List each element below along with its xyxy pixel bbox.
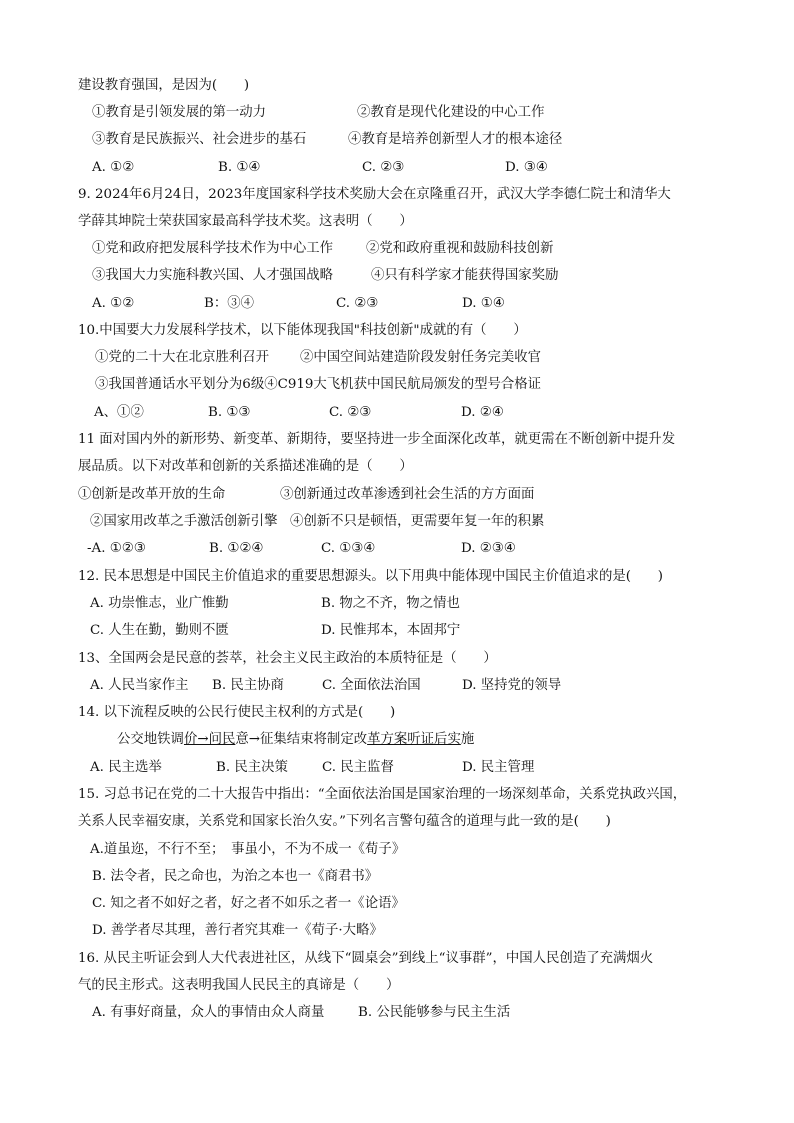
q10-option-1: ①党的二十大在北京胜利召开 bbox=[95, 350, 270, 365]
q9-choice-b: B：③④ bbox=[204, 296, 255, 311]
q9-option-2: ②党和政府重视和鼓励科技创新 bbox=[366, 241, 554, 256]
q9-choice-d: D. ①④ bbox=[462, 296, 505, 311]
q12-choice-a: A. 功崇惟志，业广惟勤 bbox=[90, 596, 229, 611]
q16-stem-1: 16. 从民主听证会到人大代表进社区，从线下“圆桌会”到线上“议事群”，中国人民创造了充满烟火 bbox=[78, 951, 654, 966]
q8-option-2: ②教育是现代化建设的中心工作 bbox=[357, 105, 545, 120]
q15-choice-d: D. 善学者尽其理，善行者究其难一《荀子·大略》 bbox=[92, 923, 383, 938]
q9-option-4: ④只有科学家才能获得国家奖励 bbox=[371, 268, 559, 283]
q10-choice-b: B. ①③ bbox=[208, 405, 251, 420]
q11-option-3: ③创新通过改革渗透到社会生活的方方面面 bbox=[280, 487, 535, 502]
q9-choice-c: C. ②③ bbox=[336, 296, 379, 311]
q11-option-2: ②国家用改革之手激活创新引擎 bbox=[90, 514, 278, 529]
q12-choice-c: C. 人生在勤，勤则不匮 bbox=[90, 623, 229, 638]
q14-choice-a: A. 民主选举 bbox=[90, 760, 162, 775]
q8-option-1: ①教育是引领发展的第一动力 bbox=[92, 105, 267, 120]
q15-choice-a: A.道虽迩，不行不至； 事虽小，不为不成一《荀子》 bbox=[90, 842, 406, 857]
q14-process bbox=[117, 731, 474, 749]
q14-process-part-3: 意→征集结束将制定改 bbox=[235, 732, 368, 747]
q11-stem-1: 11 面对国内外的新形势、新变革、新期待，要坚持进一步全面深化改革，就更需在不断创新中提升发 bbox=[78, 432, 676, 447]
q13-choice-b: B. 民主协商 bbox=[212, 678, 284, 693]
q10-option-2: ②中国空间站建造阶段发射任务完美收官 bbox=[300, 350, 542, 365]
q14-process-part-2: 价→问民 bbox=[183, 732, 236, 747]
q8-choice-c: C. ②③ bbox=[362, 160, 405, 175]
q11-option-1: ①创新是改革开放的生命 bbox=[78, 487, 226, 502]
q10-choice-d: D. ②④ bbox=[461, 405, 504, 420]
q15-stem-2: 关系人民幸福安康，关系党和国家长治久安。”下列名言警句蕴含的道理与此一致的是( ) bbox=[78, 814, 611, 829]
q14-choice-b: B. 民主决策 bbox=[216, 760, 288, 775]
q11-choice-a: -A. ①②③ bbox=[87, 541, 146, 556]
q9-option-1: ①党和政府把发展科学技术作为中心工作 bbox=[92, 241, 334, 256]
q15-choice-c: C. 知之者不如好之者，好之者不如乐之者一《论语》 bbox=[92, 896, 405, 911]
q15-stem-1: 15. 习总书记在党的二十大报告中指出：“全面依法治国是国家治理的一场深刻革命，关系党执政兴国， bbox=[78, 787, 687, 802]
q11-option-4: ④创新不只是顿悟，更需要年复一年的积累 bbox=[290, 514, 545, 529]
q9-option-3: ③我国大力实施科教兴国、人才强国战略 bbox=[92, 268, 334, 283]
q8-option-4: ④教育是培养创新型人才的根本途径 bbox=[348, 132, 563, 147]
q12-stem: 12. 民本思想是中国民主价值追求的重要思想源头。以下用典中能体现中国民主价值追求的是( ) bbox=[78, 569, 664, 584]
q16-stem-2: 气的民主形式。这表明我国人民民主的真谛是（ ） bbox=[78, 978, 400, 993]
q13-choice-c: C. 全面依法治国 bbox=[322, 678, 421, 693]
q14-process-part-1: 公交地铁调 bbox=[117, 732, 184, 747]
q14-process-part-5: 施 bbox=[460, 732, 475, 747]
q8-choice-b: B. ①④ bbox=[218, 160, 261, 175]
q10-stem: 10.中国要大力发展科学技术，以下能体现我国"科技创新"成就的有（ ） bbox=[78, 323, 527, 338]
q13-choice-d: D. 坚持党的领导 bbox=[462, 678, 562, 693]
q12-choice-d: D. 民惟邦本，本固邦宁 bbox=[321, 623, 461, 638]
q14-process-part-4: 革方案听证后实 bbox=[367, 732, 461, 747]
q10-choice-a: A、①② bbox=[94, 405, 144, 420]
q14-choice-c: C. 民主监督 bbox=[322, 760, 394, 775]
q8-choice-a: A. ①② bbox=[92, 160, 135, 175]
q15-choice-b: B. 法令者，民之命也，为治之本也一《商君书》 bbox=[92, 869, 379, 884]
q11-choice-c: C. ①③④ bbox=[321, 541, 376, 556]
q9-stem-2: 学薛其坤院士荣获国家最高科学技术奖。这表明（ ） bbox=[78, 214, 413, 229]
q16-choice-a: A. 有事好商量，众人的事情由众人商量 bbox=[92, 1005, 325, 1020]
q9-stem-1: 9. 2024年6月24日，2023年度国家科学技术奖励大会在京隆重召开，武汉大学李德仁院士和清华大 bbox=[78, 187, 671, 202]
q14-choice-d: D. 民主管理 bbox=[462, 760, 535, 775]
q16-choice-b: B. 公民能够参与民主生活 bbox=[358, 1005, 511, 1020]
q11-choice-b: B. ①②④ bbox=[209, 541, 264, 556]
q13-choice-a: A. 人民当家作主 bbox=[90, 678, 189, 693]
q10-option-3-4: ③我国普通话水平划分为6级④C919大飞机获中国民航局颁发的型号合格证 bbox=[95, 377, 542, 392]
q9-choice-a: A. ①② bbox=[92, 296, 135, 311]
q12-choice-b: B. 物之不齐，物之情也 bbox=[321, 596, 460, 611]
q13-stem: 13、全国两会是民意的荟萃，社会主义民主政治的本质特征是（ ） bbox=[78, 651, 497, 666]
q8-choice-d: D. ③④ bbox=[505, 160, 548, 175]
q8-option-3: ③教育是民族振兴、社会进步的基石 bbox=[92, 132, 307, 147]
q11-choice-d: D. ②③④ bbox=[461, 541, 516, 556]
q14-stem: 14. 以下流程反映的公民行使民主权利的方式是( ) bbox=[78, 705, 396, 720]
q8-stem-end: 建设教育强国，是因为( ) bbox=[78, 78, 250, 93]
q11-stem-2: 展品质。以下对改革和创新的关系描述准确的是（ ） bbox=[78, 459, 413, 474]
q10-choice-c: C. ②③ bbox=[329, 405, 372, 420]
